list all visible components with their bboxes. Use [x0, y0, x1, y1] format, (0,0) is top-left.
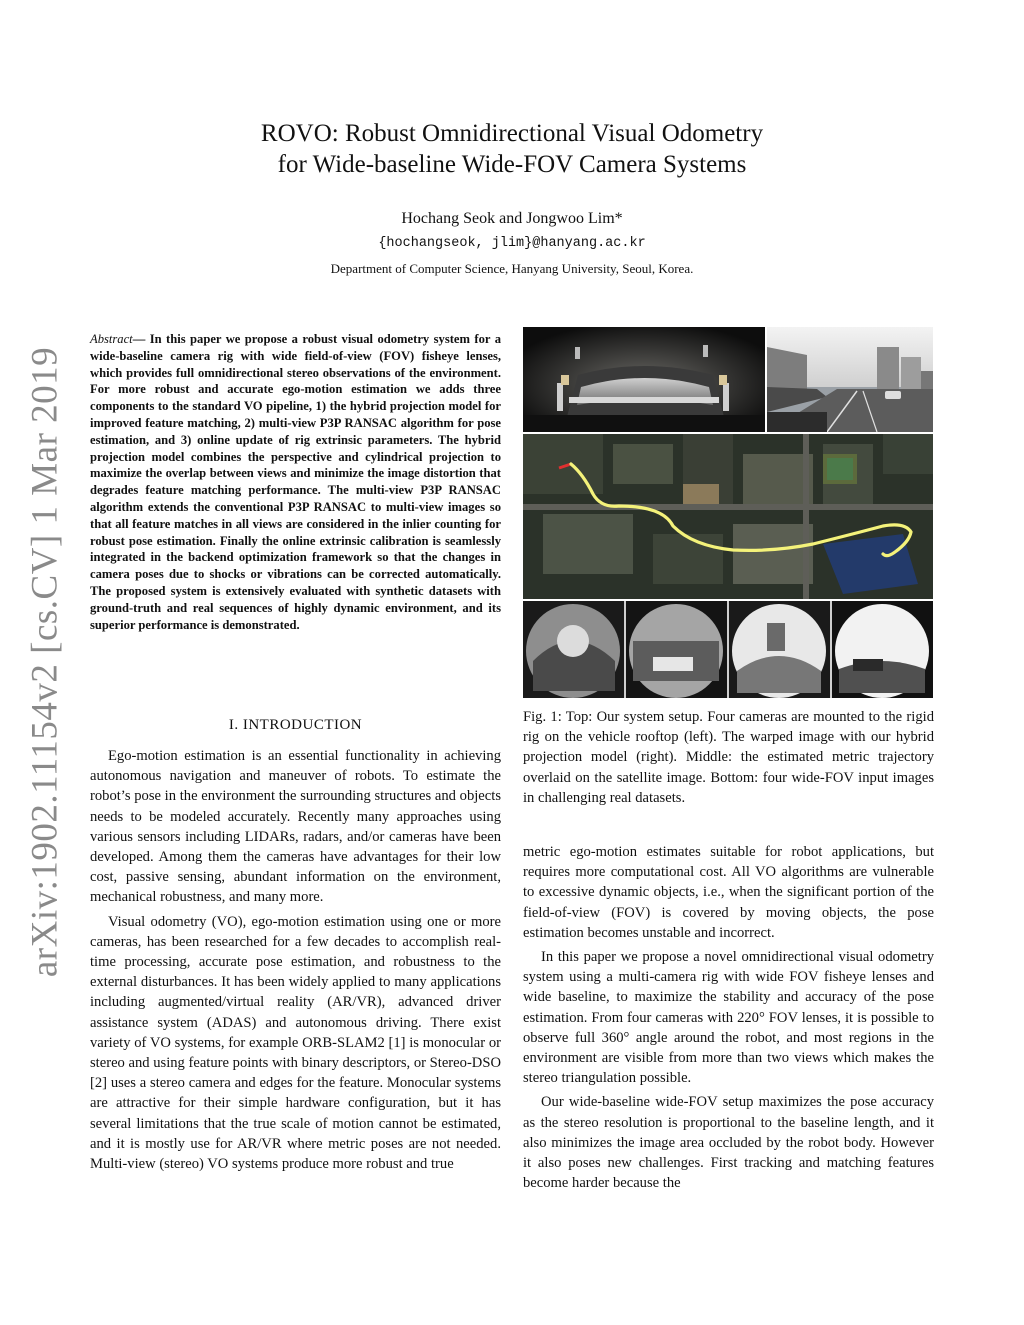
- figure-1-caption: Fig. 1: Top: Our system setup. Four cameras are mounted to the rigid rig on the vehicle rooftop (left). The warped image with our hybrid projection model (right). Middle: the estimated metric trajectory overlaid on the satellite image. Bottom: four wide-FOV input images in challenging real datasets.: [523, 709, 934, 806]
- intro-paragraph-2: Visual odometry (VO), ego-motion estimation using one or more cameras, has been researched for a few decades to accomplish real-time processing, accurate pose estimation, and robustness to the external disturbances. It has been widely applied to many applications including augmented/virtual reality (AR/VR), advanced driver assistance system (ADAS) and autonomous driving. There exist variety of VO systems, for example ORB-SLAM2 [1] is monocular or stereo and using feature points with binary descriptors, or Stereo-DSO [2] uses a stereo camera and edges for the feature. Monocular systems are attractive for their simple hardware configuration, but it has several limitations that the true scale of motion cannot be estimated, and it is mostly use for AR/VR where metric poses are not needed. Multi-view (stereo) VO systems produce more robust and true: [90, 913, 501, 1173]
- author-emails: {hochangseok, jlim}@hanyang.ac.kr: [378, 236, 646, 251]
- intro-paragraph-4: In this paper we propose a novel omnidirectional visual odometry system using a multi-camera rig with wide FOV fisheye lenses and wide baseline, to maximize the stability and accuracy of the pose estimation. From four cameras with 220° FOV lenses, it is possible to observe full 360° angle around the robot, and most regions in the environment are visible from more than two views which makes the stereo triangulation possible.: [523, 949, 934, 1087]
- authors: Hochang Seok and Jongwoo Lim*: [401, 210, 623, 227]
- abstract-label: Abstract: [90, 332, 133, 346]
- fisheye-image-4: [832, 601, 933, 698]
- rig-photo: [523, 327, 765, 432]
- title-line-1: ROVO: Robust Omnidirectional Visual Odometry: [260, 120, 764, 147]
- right-column-body: [523, 842, 934, 1193]
- street-view-image: [767, 327, 933, 432]
- satellite-map: [523, 434, 933, 599]
- trajectory-overlay: [523, 434, 933, 599]
- arxiv-identifier: arXiv:1902.11154v2 [cs.CV] 1 Mar 2019: [24, 346, 66, 978]
- intro-paragraph-3: metric ego-motion estimates suitable for robot applications, but requires more computational cost. All VO algorithms are vulnerable to excessive dynamic objects, i.e., when the significant portion of the field-of-view (FOV) is covered by moving objects, the pose estimation becomes unstable and incorrect.: [523, 844, 934, 941]
- fisheye-image-1: [523, 601, 624, 698]
- fisheye-images: [523, 601, 933, 698]
- figure-1: [523, 327, 933, 698]
- abstract: [90, 331, 501, 633]
- warped-street-image: [767, 327, 933, 432]
- affiliation: Department of Computer Science, Hanyang University, Seoul, Korea.: [330, 261, 694, 276]
- fisheye-strip: [523, 601, 933, 698]
- fisheye-image-3: [729, 601, 830, 698]
- intro-paragraph-5: Our wide-baseline wide-FOV setup maximizes the pose accuracy as the stereo resolution is proportional to the baseline length, and it also minimizes the image area occluded by the robot body. However it also poses new challenges. First tracking and matching features become harder because the: [523, 1094, 934, 1192]
- title-line-2: for Wide-baseline Wide-FOV Camera Systems: [277, 151, 747, 178]
- vehicle-rooftop-image: [523, 327, 765, 432]
- abstract-text: — In this paper we propose a robust visual odometry system for a wide-baseline camera rig with wide field-of-view (FOV) fisheye lenses, which provides full omnidirectional stereo observations of the environment. For more robust and accurate ego-motion estimation we adds three components to the standard VO pipeline, 1) the hybrid projection model for improved feature matching, 2) multi-view P3P RANSAC algorithm for pose estimation, and 3) online update of rig extrinsic parameters. The hybrid projection model combines the perspective and cylindrical projection to maximize the overlap between views and minimize the image distortion that degrades feature matching performance. The multi-view P3P RANSAC algorithm extends the conventional P3P RANSAC to multi-view images so that all feature matches in all views are considered in the inlier counting for robust pose estimation. Finally the online extrinsic calibration is seamlessly integrated in the backend optimization framework so that the changes in camera poses due to shocks or vibrations can be corrected automatically. The proposed system is extensively evaluated with synthetic datasets with ground-truth and real sequences of highly dynamic environment, and its superior performance is demonstrated.: [90, 332, 501, 632]
- intro-paragraph-1: Ego-motion estimation is an essential functionality in achieving autonomous navigation and maneuver of robots. To estimate the robot’s pose in the environment the surrounding structures and objects needs to be modeled accurately. Recently many approaches using various sensors including LIDARs, radars, and/or cameras have been developed. Among them the cameras have advantages for their low cost, passive sensing, abundant information on the environment, mechanical robustness, and many more.: [90, 748, 501, 906]
- fisheye-image-2: [626, 601, 727, 698]
- left-column-body: [90, 746, 501, 1174]
- paper-title: [140, 118, 884, 180]
- section-heading-introduction: I. INTRODUCTION: [228, 717, 363, 733]
